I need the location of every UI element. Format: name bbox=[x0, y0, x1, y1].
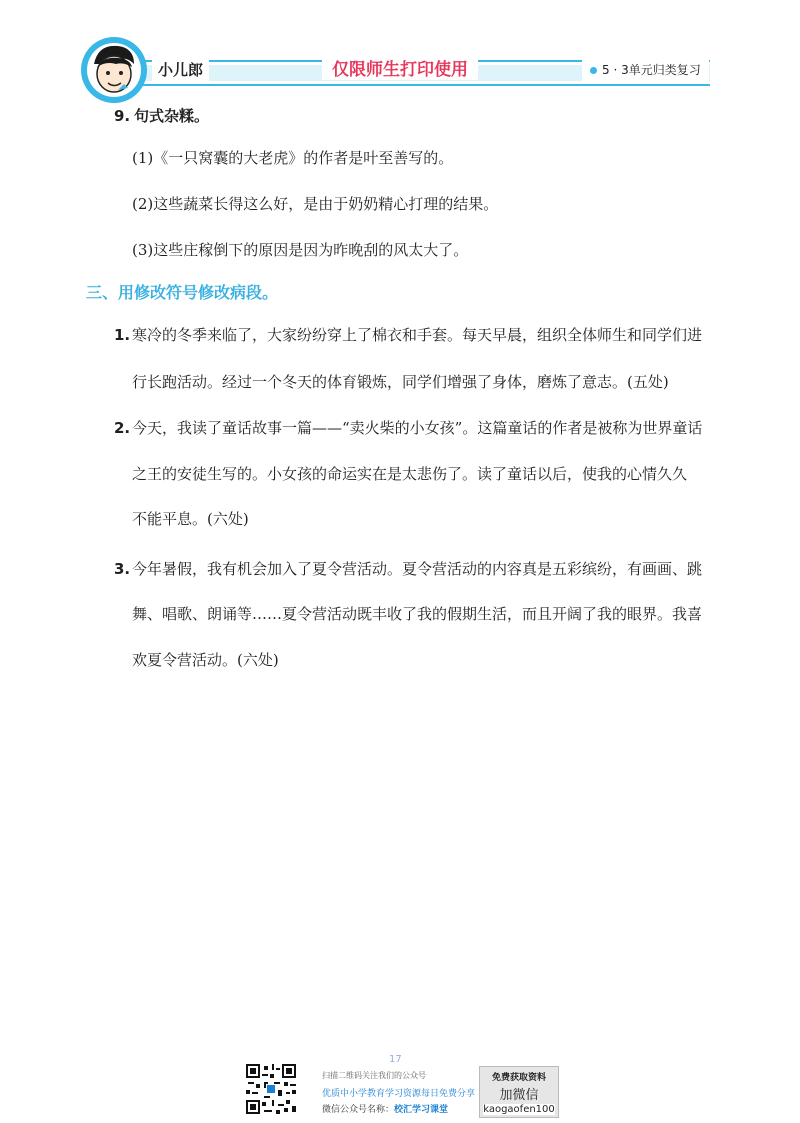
q9-number: 9. bbox=[114, 107, 131, 125]
p3-line-2: 舞、唱歌、朗诵等……夏令营活动既丰收了我的假期生活，而且开阔了我的眼界。我喜 bbox=[132, 605, 703, 623]
wechat-badge bbox=[479, 1066, 559, 1118]
q9-title: 句式杂糅。 bbox=[134, 107, 210, 125]
p3-line-3: 欢夏令营活动。(六处) bbox=[132, 651, 279, 669]
bullet-dot-icon bbox=[590, 67, 597, 74]
page-number: 17 bbox=[389, 1054, 402, 1065]
qr-code-icon bbox=[246, 1064, 296, 1114]
badge-top-text: 免费获取资料 bbox=[491, 1073, 546, 1083]
footer-account bbox=[322, 1102, 448, 1115]
p1-number: 1. bbox=[114, 326, 131, 344]
p3-number: 3. bbox=[114, 560, 131, 578]
p2-line-3: 不能平息。(六处) bbox=[132, 510, 249, 528]
q9-item-1: (1)《一只窝囊的大老虎》的作者是叶至善写的。 bbox=[132, 149, 454, 167]
section-3-title: 三、用修改符号修改病段。 bbox=[86, 283, 279, 302]
q9-item-2: (2)这些蔬菜长得这么好，是由于奶奶精心打理的结果。 bbox=[132, 195, 499, 213]
q9-item-3: (3)这些庄稼倒下的原因是因为昨晚刮的风太大了。 bbox=[132, 241, 469, 259]
badge-id-text: kaogaofen100 bbox=[483, 1104, 555, 1115]
p3-line-1: 今年暑假，我有机会加入了夏令营活动。夏令营活动的内容真是五彩缤纷，有画画、跳 bbox=[132, 560, 703, 578]
page-footer bbox=[0, 1050, 800, 1123]
badge-mid-text: 加微信 bbox=[499, 1088, 539, 1103]
p2-line-1: 今天，我读了童话故事一篇——“卖火柴的小女孩”。这篇童话的作者是被称为世界童话 bbox=[132, 419, 703, 437]
footer-account-name: 校汇学习课堂 bbox=[394, 1105, 449, 1115]
page-header bbox=[0, 0, 800, 100]
footer-scan-text: 扫描二维码关注我们的公众号 bbox=[322, 1071, 426, 1080]
p1-line-2: 行长跑活动。经过一个冬天的体育锻炼，同学们增强了身体，磨炼了意志。(五处) bbox=[132, 373, 669, 391]
footer-share-text: 优质中小学教育学习资源每日免费分享 bbox=[322, 1089, 476, 1099]
p1-line-1: 寒冷的冬季来临了，大家纷纷穿上了棉衣和手套。每天早晨，组织全体师生和同学们进 bbox=[132, 326, 703, 344]
p2-number: 2. bbox=[114, 419, 131, 437]
unit-tag bbox=[582, 58, 709, 82]
footer-account-label: 微信公众号名称： bbox=[322, 1105, 395, 1115]
brand-name: 小儿郎 bbox=[152, 57, 209, 83]
print-notice: 仅限师生打印使用 bbox=[0, 56, 800, 84]
p2-line-2: 之王的安徒生写的。小女孩的命运实在是太悲伤了。读了童话以后，使我的心情久久 bbox=[132, 465, 688, 483]
unit-label: 5 · 3单元归类复习 bbox=[602, 63, 701, 77]
